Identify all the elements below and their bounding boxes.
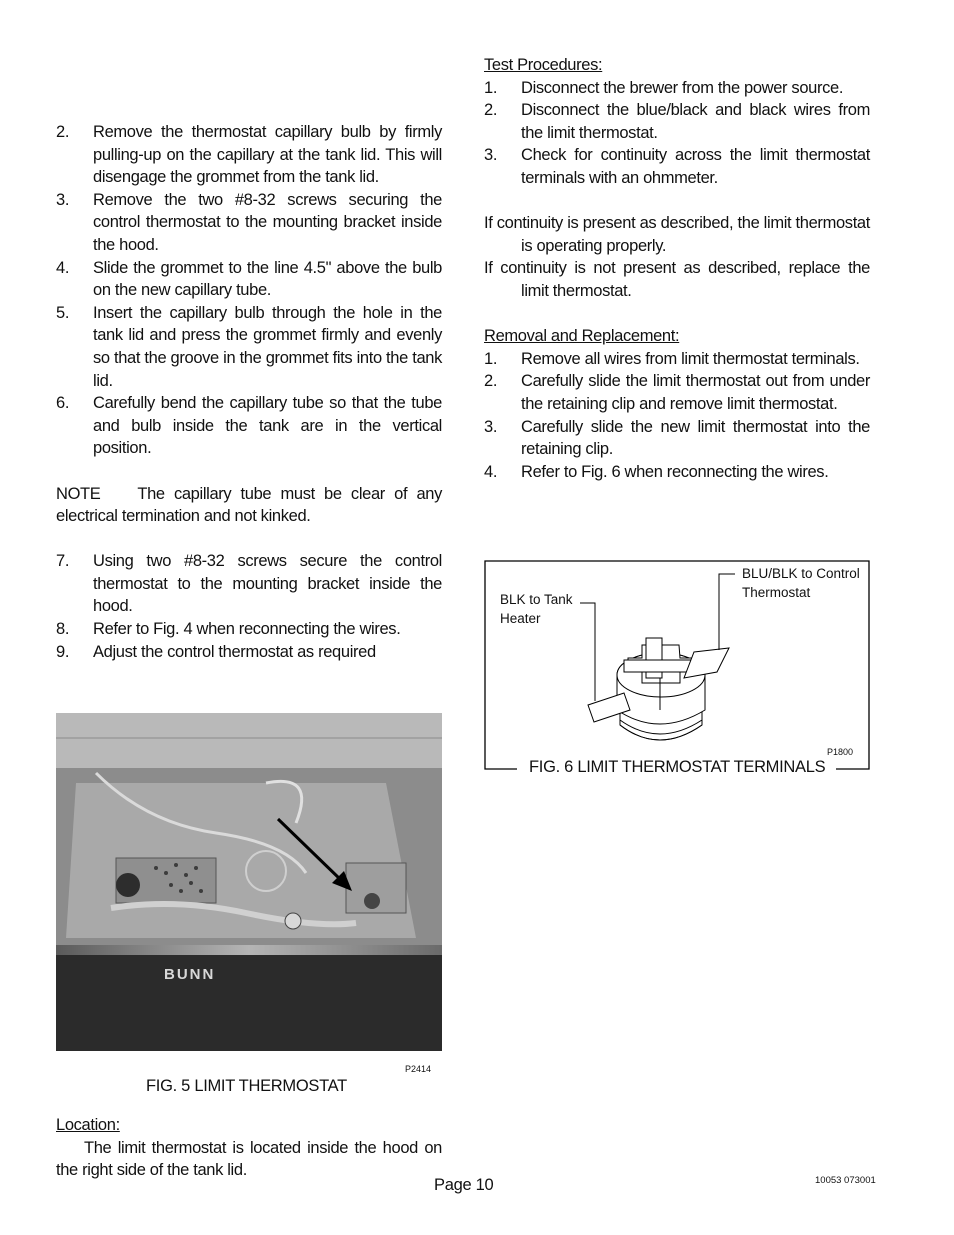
list-item-text: Remove the thermostat capillary bulb by firmly pulling-up on the capillary at the tank lid. This will disengage the grommet from the tank lid. (93, 123, 442, 187)
right-column (484, 54, 870, 483)
list-item-text: Disconnect the brewer from the power source. (521, 78, 844, 97)
list-item (484, 144, 870, 189)
list-item-number: 4. (56, 258, 70, 277)
list-item-text: Disconnect the blue/black and black wires from the limit thermostat. (521, 101, 870, 142)
fig5-photo-code: P2414 (405, 1064, 432, 1074)
note-text: The capillary tube must be clear of any electrical termination and not kinked. (56, 484, 443, 526)
list-item (56, 121, 442, 189)
list-item-text: Refer to Fig. 6 when reconnecting the wires. (521, 462, 829, 481)
list-item-number: 2. (56, 123, 70, 141)
fig6-diagram (484, 560, 871, 780)
location-heading: Location: (56, 1116, 120, 1134)
doc-code: 10053 073001 (815, 1175, 876, 1186)
list-item (484, 416, 870, 461)
list-item-number: 2. (484, 101, 498, 120)
continuity-absent-text: If continuity is not present as described, replace the limit thermostat. (484, 259, 870, 300)
removal-heading: Removal and Replacement: (484, 327, 680, 346)
list-item-text: Insert the capillary bulb through the hole in the tank lid and press the grommet firmly and evenly so that the groove in the grommet fits into the tank lid. (93, 303, 442, 390)
page-number: Page 10 (434, 1176, 494, 1194)
list-item-number: 8. (56, 620, 70, 639)
list-item (484, 99, 870, 144)
fig6-caption: FIG. 6 LIMIT THERMOSTAT TERMINALS (526, 758, 828, 777)
location-section (56, 1114, 442, 1182)
list-item (56, 641, 442, 664)
list-item (56, 302, 442, 392)
list-item-text: Using two #8-32 screws secure the control thermostat to the mounting bracket inside the hood. (93, 552, 442, 616)
list-item (484, 77, 870, 100)
fig5-photo (56, 713, 442, 1051)
test-steps-list (484, 77, 870, 190)
fig5-caption: FIG. 5 LIMIT THERMOSTAT (146, 1077, 347, 1095)
list-item-text: Carefully slide the new limit thermostat into the retaining clip. (521, 417, 870, 459)
list-item-number: 2. (484, 372, 498, 391)
fig6-code: P1800 (827, 747, 854, 757)
list-item-text: Slide the grommet to the line 4.5" above the bulb on the new capillary tube. (93, 258, 442, 300)
test-heading: Test Procedures: (484, 56, 603, 74)
list-item (484, 370, 870, 415)
steps-list-a (56, 121, 442, 460)
list-item (484, 348, 870, 371)
list-item-number: 3. (484, 146, 498, 165)
fig6-label-right-1: BLU/BLK to Control (742, 566, 860, 581)
list-item-text: Check for continuity across the limit thermostat terminals with an ohmmeter. (521, 146, 870, 187)
list-item-text: Carefully bend the capillary tube so that the tube and bulb inside the tank are in the vertical position. (93, 394, 442, 458)
continuity-present-text: If continuity is present as described, the limit thermostat is operating properly. (484, 214, 870, 255)
list-item-text: Remove all wires from limit thermostat terminals. (521, 349, 860, 368)
list-item (56, 392, 442, 460)
list-item-number: 1. (484, 349, 498, 368)
list-item-number: 3. (484, 417, 498, 436)
left-column (56, 121, 442, 663)
location-text: The limit thermostat is located inside the hood on the right side of the tank lid. (56, 1138, 442, 1180)
list-item-number: 7. (56, 552, 70, 571)
removal-steps-list (484, 348, 870, 484)
fig5-photo-illustration (56, 713, 442, 1051)
list-item-number: 5. (56, 303, 70, 322)
fig5-brand: BUNN (164, 966, 216, 983)
list-item-text: Remove the two #8-32 screws securing the control thermostat to the mounting bracket inside the hood. (93, 190, 442, 254)
list-item (56, 550, 442, 618)
list-item (56, 257, 442, 302)
list-item (56, 189, 442, 257)
list-item-text: Adjust the control thermostat as required (93, 642, 376, 661)
list-item-number: 3. (56, 190, 70, 209)
list-item-number: 6. (56, 394, 70, 413)
fig6-label-left-1: BLK to Tank (500, 592, 573, 607)
fig6-label-right-2: Thermostat (742, 585, 811, 600)
note-label: NOTE (56, 484, 101, 503)
list-item (484, 461, 870, 484)
list-item-number: 1. (484, 78, 498, 97)
list-item (56, 618, 442, 641)
note (56, 483, 442, 528)
list-item-text: Carefully slide the limit thermostat out from under the retaining clip and remove limit thermostat. (521, 372, 870, 413)
steps-list-b (56, 550, 442, 663)
fig6-label-left-2: Heater (500, 611, 541, 626)
list-item-number: 4. (484, 462, 498, 481)
list-item-number: 9. (56, 642, 70, 661)
list-item-text: Refer to Fig. 4 when reconnecting the wires. (93, 620, 401, 639)
